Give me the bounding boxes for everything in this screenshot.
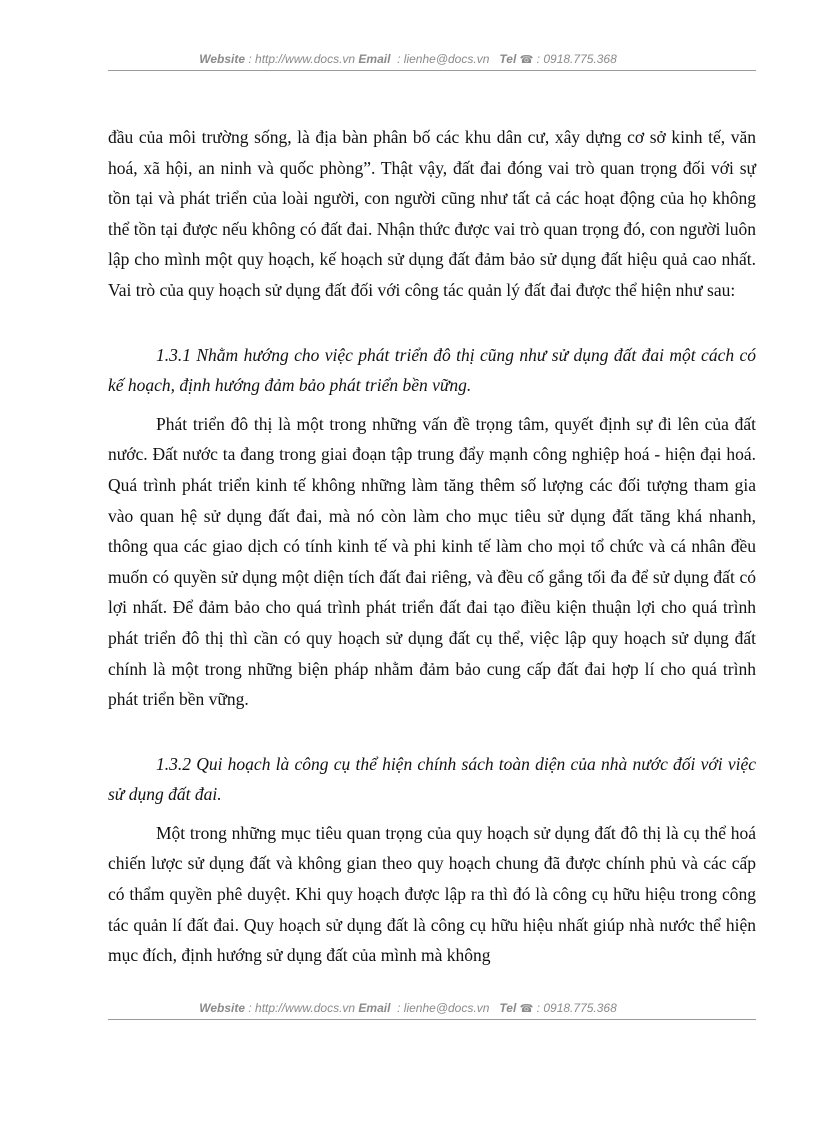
paragraph-urban-development: Phát triển đô thị là một trong những vấn đề trọng tâm, quyết định sự đi lên của đất nước. Đất nước ta đang trong giai đoạn tập trung đẩy mạnh công nghiệp hoá - hiện đại hoá. Quá trình phát triển kinh tế không những làm tăng thêm số lượng các đối tượng tham gia vào quan hệ sử dụng đất đai, mà nó còn làm cho mục tiêu sử dụng đất tăng khá nhanh, thông qua các giao dịch có tính kinh tế và phi kinh tế làm cho mọi tổ chức và cá nhân đều muốn có quyền sử dụng một diện tích đất đai riêng, và đều cố gắng tối đa để sử dụng đất có lợi nhất. Để đảm bảo cho quá trình phát triển đất đai tạo điều kiện thuận lợi cho quá trình phát triển đô thị thì cần có quy hoạch sử dụng đất cụ thể, việc lập quy hoạch sử dụng đất chính là một trong những biện pháp nhằm đảm bảo cung cấp đất đai hợp lí cho quá trình phát triển bền vững. [108, 413, 756, 710]
website-url[interactable]: http://www.docs.vn [255, 52, 356, 66]
page-footer [0, 1001, 816, 1015]
tel-label: Tel [499, 1001, 517, 1015]
document-body [108, 122, 756, 971]
tel-separator: : [533, 52, 544, 66]
section-heading-1-3-2: 1.3.2 Qui hoạch là công cụ thể hiện chính sách toàn diện của nhà nước đối với việc sử dụng đất đai. [108, 753, 756, 805]
email-separator: : [393, 52, 404, 66]
email-address[interactable]: lienhe@docs.vn [403, 1001, 490, 1015]
paragraph-intro: đầu của môi trường sống, là địa bàn phân bố các khu dân cư, xây dựng cơ sở kinh tế, văn hoá, xã hội, an ninh và quốc phòng”. Thật vậy, đất đai đóng vai trò quan trọng đối với sự tồn tại và phát triển của loài người, con người cũng như tất cả các hoạt động của họ không thể tồn tại được nếu không có đất đai. Nhận thức được vai trò quan trọng đó, con người luôn lập cho mình một quy hoạch, kế hoạch sử dụng đất đảm bảo sử dụng đất hiệu quả cao nhất. Vai trò của quy hoạch sử dụng đất đối với công tác quản lý đất đai được thể hiện như sau: [108, 127, 756, 300]
paragraph-planning-tool: Một trong những mục tiêu quan trọng của quy hoạch sử dụng đất đô thị là cụ thể hoá chiến lược sử dụng đất và không gian theo quy hoạch chung đã được chính phủ và các cấp có thẩm quyền phê duyệt. Khi quy hoạch được lập ra thì đó là công cụ hữu hiệu trong công tác quản lí đất đai. Quy hoạch sử dụng đất là công cụ hữu hiệu nhất giúp nhà nước thể hiện mục đích, định hướng sử dụng đất của mình mà không [108, 822, 756, 966]
phone-icon: ☎ [519, 54, 534, 66]
email-separator: : [393, 1001, 404, 1015]
email-label: Email [358, 1001, 391, 1015]
footer-rule [108, 1019, 756, 1020]
tel-label: Tel [499, 52, 517, 66]
email-address[interactable]: lienhe@docs.vn [403, 52, 490, 66]
tel-number: 0918.775.368 [543, 1001, 617, 1015]
website-label: Website [199, 1001, 246, 1015]
header-rule [108, 70, 756, 71]
website-label: Website [199, 52, 246, 66]
website-separator: : [245, 52, 256, 66]
section-heading-1-3-1: 1.3.1 Nhằm hướng cho việc phát triển đô thị cũng như sử dụng đất đai một cách có kế hoạch, định hướng đảm bảo phát triển bền vững. [108, 344, 756, 396]
page-header [0, 52, 816, 66]
tel-separator: : [533, 1001, 544, 1015]
website-url[interactable]: http://www.docs.vn [255, 1001, 356, 1015]
tel-number: 0918.775.368 [543, 52, 617, 66]
phone-icon: ☎ [519, 1003, 534, 1015]
website-separator: : [245, 1001, 256, 1015]
email-label: Email [358, 52, 391, 66]
